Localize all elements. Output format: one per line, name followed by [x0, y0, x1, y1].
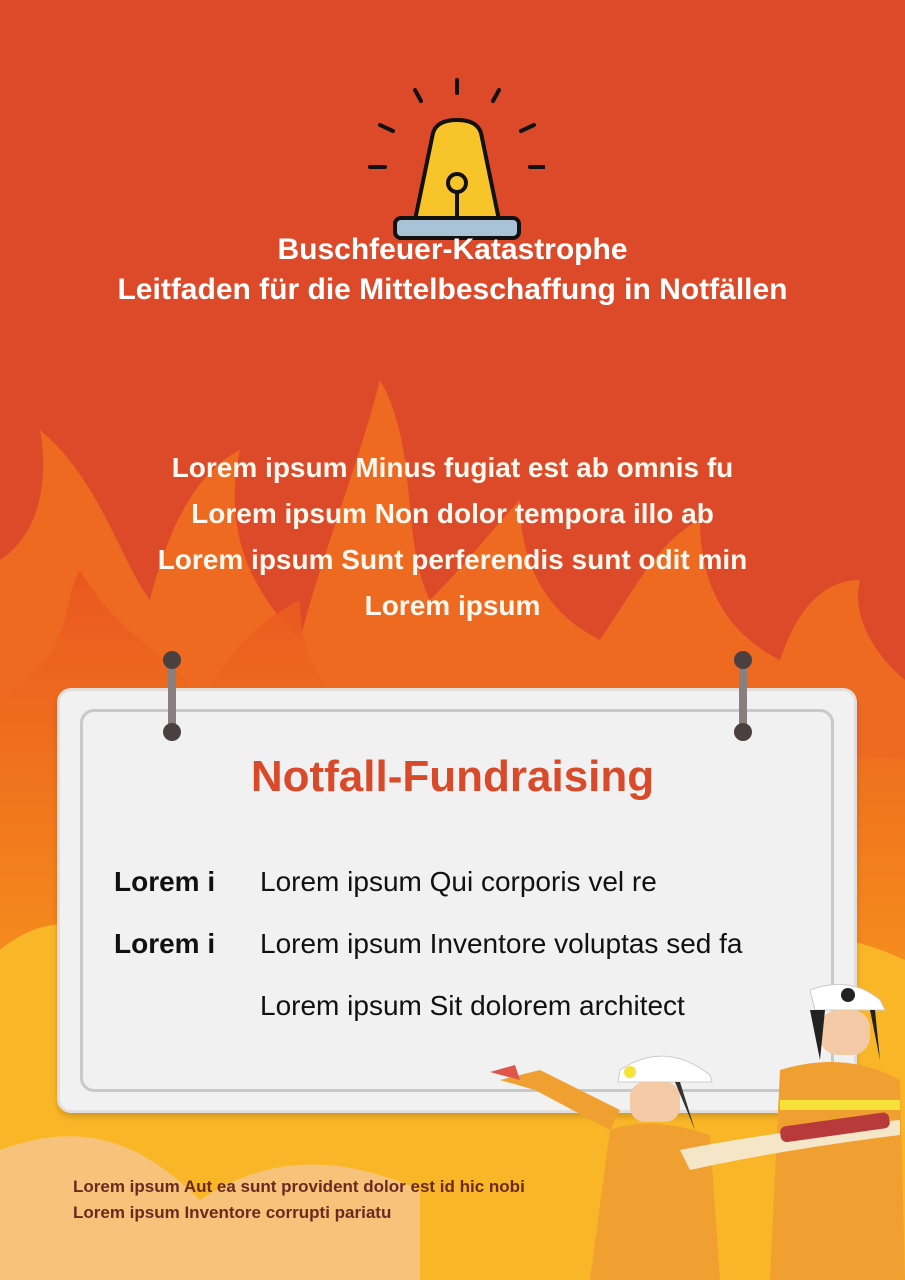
footer-line: Lorem ipsum Inventore corrupti pariatu: [73, 1203, 392, 1222]
intro-line: Lorem ipsum Sunt perferendis sunt odit min: [157, 544, 748, 575]
row-value: Lorem ipsum Qui corporis vel re: [260, 866, 657, 897]
row-value: Lorem ipsum Inventore voluptas sed fa: [260, 928, 743, 959]
board-heading: Notfall-Fundraising: [250, 752, 655, 801]
footer-line: Lorem ipsum Aut ea sunt provident dolor est id hic nobi: [73, 1177, 525, 1196]
intro-line: Lorem ipsum Minus fugiat est ab omnis fu: [171, 452, 734, 483]
row-value: Lorem ipsum Sit dolorem architect: [260, 990, 685, 1021]
firefighters-illustration: [480, 970, 905, 1280]
page-title: [0, 230, 905, 310]
title-line-2: Leitfaden für die Mittelbeschaffung in Notfällen: [117, 273, 788, 306]
intro-line: Lorem ipsum: [364, 590, 541, 621]
intro-line: Lorem ipsum Non dolor tempora illo ab: [191, 498, 714, 529]
intro-text: [0, 445, 905, 629]
footer-text: [73, 1174, 525, 1226]
siren-icon: [365, 75, 545, 245]
hook-icon: [732, 650, 754, 742]
row-key: Lorem i: [114, 928, 216, 959]
title-line-1: Buschfeuer-Katastrophe: [277, 233, 628, 266]
row-key: Lorem i: [114, 866, 216, 897]
hook-icon: [161, 650, 183, 742]
